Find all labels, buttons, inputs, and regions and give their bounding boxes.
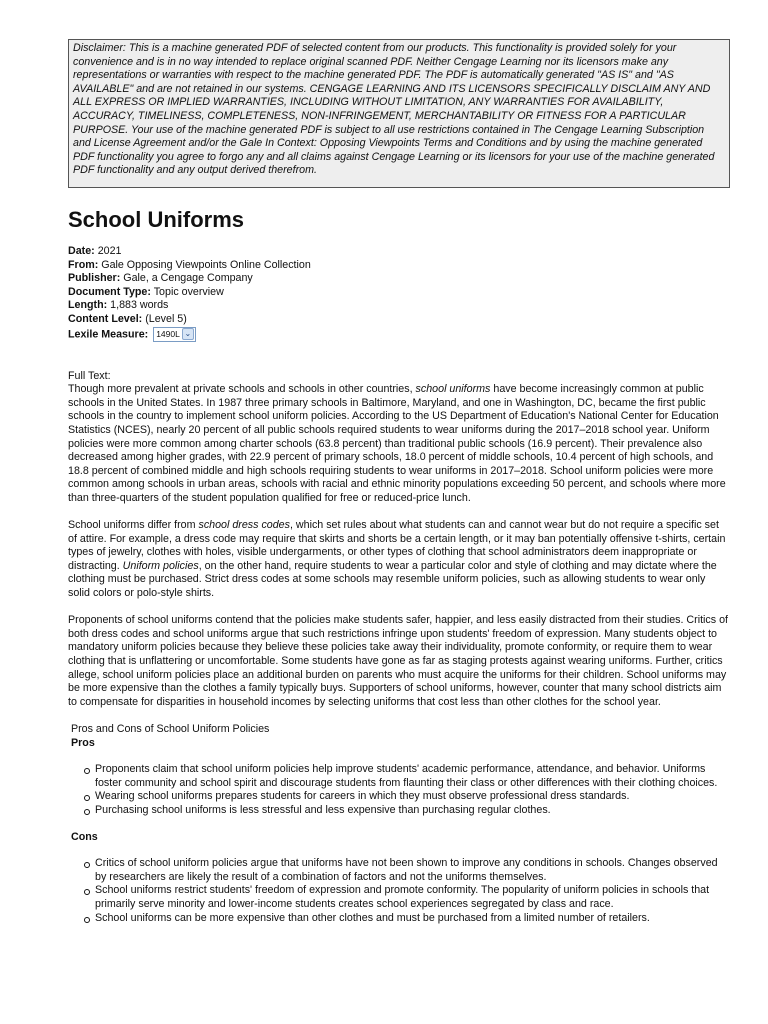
list-item: School uniforms restrict students' freedom of expression and promote conformity. The popularity of uniform policies in schools that primarily serve minority and lower-income students creates school experiences segregated by class and race. bbox=[95, 884, 728, 911]
cons-list bbox=[68, 857, 728, 925]
metadata-block bbox=[68, 245, 728, 342]
paragraph-2: School uniforms differ from school dress codes, which set rules about what students can and cannot wear but do not require a specific set of attire. For example, a dress code may require that skirts and shorts be a certain length, or it may ban potentially offensive t-shirts, certain types of jewelry, clothes with holes, visible undergarments, or other types of clothing that school administrators deem inappropriate or distracting. Uniform policies, on the other hand, require students to wear a particular color and style of clothing and may dictate where the clothing must be purchased. Strict dress codes at some schools may resemble uniform policies, such as allowing students to wear only solid colors or polo-style shirts. bbox=[68, 519, 726, 600]
list-item: School uniforms can be more expensive than other clothes and must be purchased from a limited number of retailers. bbox=[95, 912, 728, 926]
meta-content-level: Content Level: (Level 5) bbox=[68, 312, 187, 325]
pros-list bbox=[68, 763, 728, 817]
chevron-down-icon: ⌄ bbox=[182, 328, 194, 340]
meta-document-type: Document Type: Topic overview bbox=[68, 285, 224, 298]
full-text-label: Full Text: bbox=[68, 369, 111, 382]
procon-heading: Pros and Cons of School Uniform Policies bbox=[70, 723, 270, 735]
meta-from: From: Gale Opposing Viewpoints Online Collection bbox=[68, 258, 311, 271]
disclaimer-text: Disclaimer: This is a machine generated PDF of selected content from our products. This functionality is provided solely for your convenience and is in no way intended to replace original scanned PDF. Neither Cengage Learning nor its licensors make any representations or warranties with respect to the machine generated PDF. The PDF is automatically generated "AS IS" and "AS AVAILABLE" and are not retained in our systems. CENGAGE LEARNING AND ITS LICENSORS SPECIFICALLY DISCLAIM ANY AND ALL EXPRESS OR IMPLIED WARRANTIES, INCLUDING WITHOUT LIMITATION, ANY WARRANTIES FOR AVAILABILITY, ACCURACY, TIMELINESS, COMPLETENESS, NON-INFRINGEMENT, MERCHANTABILITY OR FITNESS FOR A PARTICULAR PURPOSE. Your use of the machine generated PDF is subject to all use restrictions contained in The Cengage Learning Subscription and License Agreement and/or the Gale In Context: Opposing Viewpoints Terms and Conditions and by using the machine generated PDF functionality you agree to forgo any and all claims against Cengage Learning or its licensors for your use of the machine generated PDF functionality and any output derived therefrom. bbox=[73, 42, 715, 177]
list-item: Proponents claim that school uniform policies help improve students' academic performance, attendance, and behavior. Uniforms foster community and school spirit and discourage students from flaunting their class or other differences with their clothing choices. bbox=[95, 763, 728, 790]
meta-lexile: Lexile Measure: 1490L ⌄ bbox=[68, 327, 728, 342]
article bbox=[68, 205, 728, 938]
list-item: Critics of school uniform policies argue that uniforms have not been shown to improve any conditions in schools. Changes observed by researchers are likely the result of a combination of factors and not the uniforms themselves. bbox=[95, 857, 728, 884]
lexile-value: 1490L bbox=[156, 328, 180, 339]
paragraph-1: Though more prevalent at private schools and schools in other countries, school uniforms have become increasingly common at public schools in the United States. In 1987 three primary schools in Baltimore, Maryland, and one in Washington, DC, became the first public schools in the country to implement school uniform policies. According to the US Department of Education's National Center for Education Statistics (NCES), nearly 20 percent of all public schools required students to wear uniforms during the 2017–2018 school year. Uniform policies were more common among charter schools (63.8 percent) than traditional public schools (16.9 percent). Their prevalence also decreased among higher grades, with 22.9 percent of primary schools, 18.0 percent of middle schools, 10.4 percent of high schools, and 18.8 percent of combined middle and high schools requiring students to wear uniforms in 2017–2018. School uniform policies were more common among schools in urban areas, schools with racial and ethnic minority populations exceeding 50 percent, and schools where more than three-quarters of the student population qualified for free or reduced-price lunch. bbox=[68, 383, 726, 504]
list-item: Wearing school uniforms prepares students for careers in which they must observe professional dress standards. bbox=[95, 790, 728, 804]
page-title: School Uniforms bbox=[68, 207, 245, 232]
list-item: Purchasing school uniforms is less stressful and less expensive than purchasing regular clothes. bbox=[95, 804, 728, 818]
meta-publisher: Publisher: Gale, a Cengage Company bbox=[68, 272, 253, 285]
meta-length: Length: 1,883 words bbox=[68, 299, 169, 312]
paragraph-3: Proponents of school uniforms contend that the policies make students safer, happier, and less easily distracted from their studies. Critics of both dress codes and school uniforms argue that such restrictions infringe upon students' freedom of expression. Many students object to mandatory uniform policies because they believe these policies take away their individuality, promote conformity, or require them to wear clothing that is unflattering or uncomfortable. Some students have gone as far as staging protests against wearing uniforms. Further, critics allege, school uniform policies place an additional burden on parents who must acquire the uniforms for their children. School uniforms may be more expensive than the clothes a family typically buys. Supporters of school uniforms, however, counter that many school districts aim to compensate for disparities in household incomes by selecting uniforms that cost less than other clothes for the school year. bbox=[68, 614, 728, 708]
meta-date: Date: 2021 bbox=[68, 245, 122, 257]
disclaimer-box bbox=[68, 39, 730, 188]
cons-label: Cons bbox=[71, 830, 98, 843]
lexile-dropdown[interactable] bbox=[153, 327, 196, 342]
pros-label: Pros bbox=[71, 736, 95, 749]
